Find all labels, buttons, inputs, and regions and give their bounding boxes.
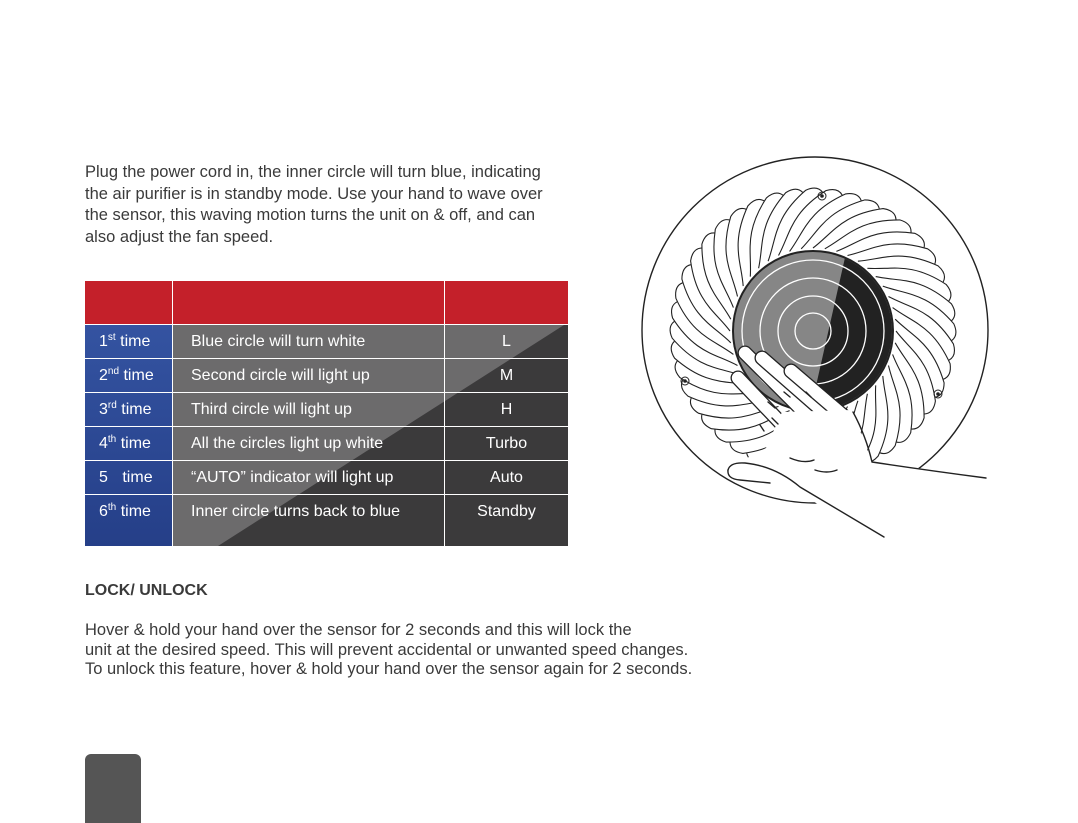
- fan-speed: L: [444, 325, 568, 358]
- fan-blade: [714, 220, 733, 308]
- intro-line: the sensor, this waving motion turns the unit on & off, and can: [85, 206, 536, 224]
- intro-line: Plug the power cord in, the inner circle will turn blue, indicating: [85, 163, 541, 181]
- fan-speed: H: [444, 393, 568, 426]
- palm: [728, 410, 1000, 550]
- fan-speed: M: [444, 359, 568, 392]
- fan-speed: Standby: [444, 495, 568, 546]
- intro-line: the air purifier is in standby mode. Use your hand to wave over: [85, 184, 543, 203]
- fan-blade: [889, 297, 955, 361]
- wave-count: 2nd time: [99, 366, 154, 384]
- fan-blade: [836, 232, 924, 251]
- wave-count: 5 time: [99, 469, 153, 486]
- fan-speed: Auto: [444, 461, 568, 494]
- lock-line: unit at the desired speed. This will prevent accidental or unwanted speed changes.: [85, 640, 689, 659]
- header-cell: [85, 281, 172, 324]
- fan-blade: [893, 354, 912, 442]
- fan-blade: [813, 209, 896, 248]
- fan-blade: [790, 194, 862, 252]
- wave-count: 1st time: [99, 332, 151, 350]
- intro-line: also adjust the fan speed.: [85, 227, 274, 246]
- fan-blade: [893, 308, 951, 380]
- table-row: [85, 359, 568, 393]
- lock-unlock-heading: LOCK/ UNLOCK: [85, 582, 208, 599]
- indicator-description: “AUTO” indicator will light up: [172, 461, 444, 494]
- fan-blade: [779, 190, 843, 256]
- lock-line: To unlock this feature, hover & hold your hand over the sensor again for 2 seconds.: [85, 660, 693, 678]
- intro-paragraph: [85, 162, 543, 248]
- lock-unlock-paragraph: [85, 621, 692, 680]
- table-header-row: [85, 281, 568, 325]
- fan-speed: Turbo: [444, 427, 568, 460]
- indicator-description: Second circle will light up: [172, 359, 444, 392]
- table-row: [85, 427, 568, 461]
- header-cell: [172, 281, 444, 324]
- wave-count: 4th time: [99, 434, 151, 452]
- table-row: [85, 393, 568, 427]
- table-row: [85, 325, 568, 359]
- table-row: [85, 461, 568, 495]
- indicator-description: Inner circle turns back to blue: [172, 495, 444, 546]
- speed-table: [85, 281, 568, 546]
- wave-count: 3rd time: [99, 400, 152, 418]
- fan-blade: [896, 331, 935, 414]
- air-purifier-hand-wave-icon: [620, 140, 1078, 550]
- indicator-description: Third circle will light up: [172, 393, 444, 426]
- fan-blade: [691, 248, 730, 331]
- lock-line: Hover & hold your hand over the sensor for 2 seconds and this will lock the: [85, 621, 632, 639]
- fan-blade: [672, 302, 738, 366]
- table-row: [85, 495, 568, 546]
- fan-blade: [676, 283, 734, 355]
- indicator-description: Blue circle will turn white: [172, 325, 444, 358]
- header-cell: [444, 281, 568, 324]
- page-number-tab: [85, 754, 141, 823]
- indicator-description: All the circles light up white: [172, 427, 444, 460]
- wave-count: 6th time: [99, 502, 151, 520]
